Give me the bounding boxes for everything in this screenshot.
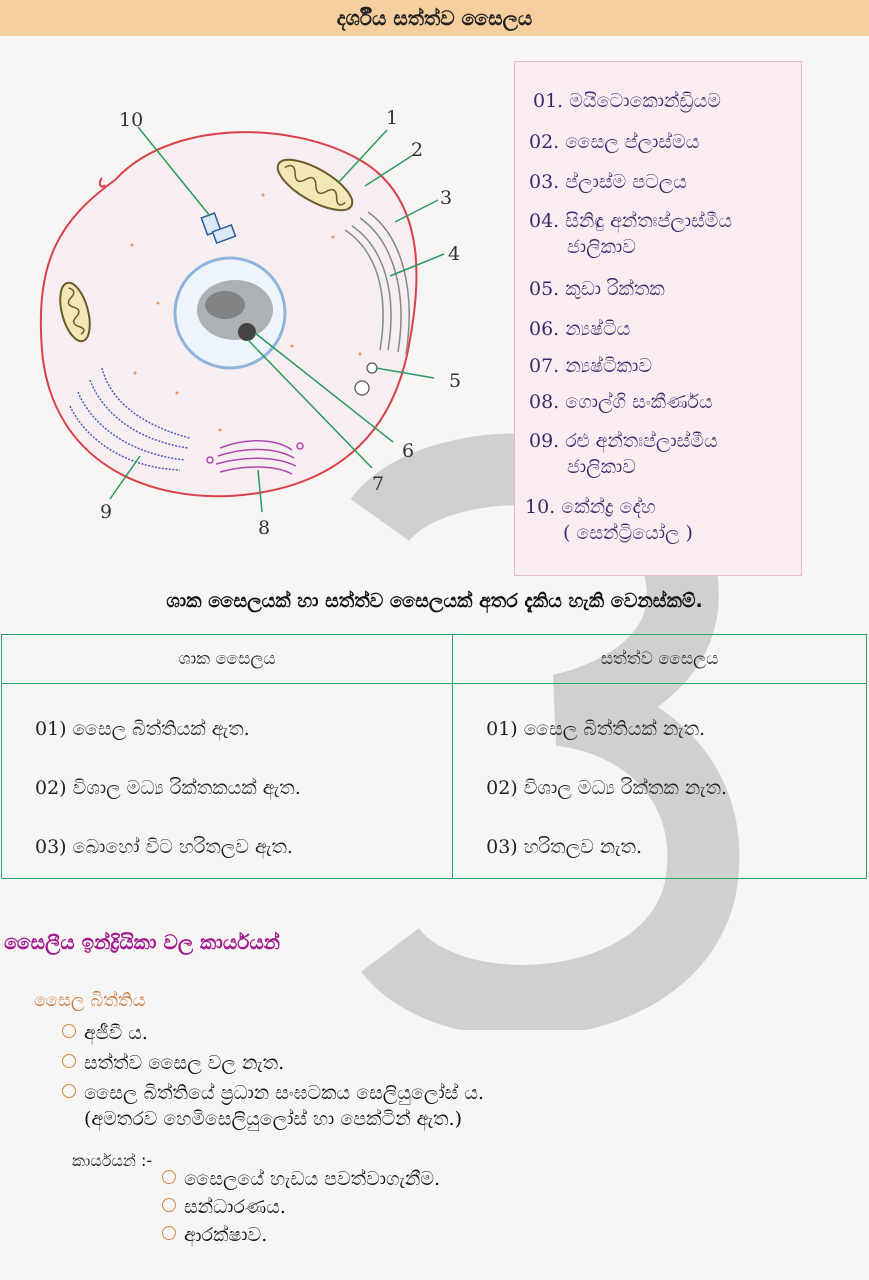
table-header-animal: සත්ත්ව සෛලය — [453, 635, 867, 684]
comparison-table — [1, 634, 867, 879]
legend-item: 03. ප්ලාස්ම පටලය — [529, 171, 687, 193]
circle-bullet-icon — [62, 1054, 76, 1068]
label-10: 10 — [119, 109, 144, 131]
function-item: ආරක්ෂාව. — [162, 1224, 267, 1246]
animal-cell-column — [453, 684, 867, 879]
table-cell: 01) සෛල බිත්තියක් ඇත. — [35, 718, 250, 740]
label-6: 6 — [402, 440, 415, 462]
table-cell: 03) බොහෝ විට හරිතලව ඇත. — [35, 836, 293, 858]
table-cell: 03) හරිතලව නැත. — [486, 836, 643, 858]
table-cell: 02) විශාල මධ්‍ය රික්තක නැත. — [486, 777, 728, 799]
label-4: 4 — [448, 243, 461, 265]
legend-item: 05. කුඩා රික්තක — [529, 278, 665, 300]
legend-item: 07. න්‍යෂ්ටිකාව — [529, 355, 653, 377]
label-5: 5 — [449, 370, 462, 392]
label-1: 1 — [386, 107, 399, 129]
functions-label: කාර්යයන් :- — [72, 1151, 153, 1170]
label-7: 7 — [372, 473, 385, 495]
legend-item: 04. සිනිඳු අන්තඃප්ලාස්මීය ජාලිකාව — [529, 210, 733, 258]
label-9: 9 — [100, 501, 113, 523]
small-vacuole — [367, 363, 377, 373]
function-item: සෛලයේ හැඩය පවත්වාගැනීම. — [162, 1168, 440, 1190]
animal-cell-diagram — [30, 50, 510, 550]
legend-item: 10. කේන්ද්‍ර දේහ ( සෙන්ට්‍රියෝල ) — [525, 496, 693, 544]
organelle-functions-heading: සෛලීය ඉන්ද්‍රියිකා වල කාර්යයන් — [4, 930, 280, 954]
legend-item: 08. ගොල්ගි සංකීර්ණය — [529, 391, 713, 413]
bullet-item: සෛල බිත්තියේ ප්‍රධාන සංඝටකය සෙලියුලෝස් ය. — [62, 1082, 484, 1104]
table-cell: 01) සෛල බිත්තියක් නැත. — [486, 718, 706, 740]
cell-wall-heading: සෛල බිත්තිය — [34, 990, 146, 1011]
table-cell: 02) විශාල මධ්‍ය රික්තකයක් ඇත. — [35, 777, 301, 799]
circle-bullet-icon — [62, 1024, 76, 1038]
legend-item: 09. රළු අන්තඃප්ලාස්මීය ජාලිකාව — [529, 430, 718, 478]
comparison-heading: ශාක සෛලයක් හා සත්ත්ව සෛලයක් අතර දැකිය හැකි වෙනස්කම්. — [166, 590, 703, 612]
bullet-item: සත්ත්ව සෛල වල නැත. — [62, 1052, 284, 1074]
nucleolus — [238, 323, 256, 341]
table-header-plant: ශාක සෛලය — [2, 635, 453, 684]
diagram-legend — [514, 61, 802, 576]
legend-item: 06. න්‍යෂ්ටිය — [529, 318, 631, 340]
circle-bullet-icon — [162, 1198, 176, 1212]
circle-bullet-icon — [162, 1170, 176, 1184]
bullet-item: අජීවී ය. — [62, 1022, 148, 1044]
label-8: 8 — [258, 517, 271, 539]
circle-bullet-icon — [162, 1226, 176, 1240]
page-title: දර්ශීය සත්ත්ව සෛලය — [0, 0, 869, 36]
plant-cell-column — [2, 684, 453, 879]
function-item: සන්ධාරණය. — [162, 1196, 286, 1218]
legend-item: 02. සෛල ප්ලාස්මය — [529, 131, 700, 153]
circle-bullet-icon — [62, 1084, 76, 1098]
label-2: 2 — [411, 139, 424, 161]
legend-item: 01. මයිටොකොන්ඩ්‍රියම — [533, 90, 721, 112]
label-3: 3 — [440, 187, 453, 209]
cell-wall-note: (අමතරව හෙමිසෙලියුලෝස් හා පෙක්ටින් ඇත.) — [84, 1108, 463, 1130]
